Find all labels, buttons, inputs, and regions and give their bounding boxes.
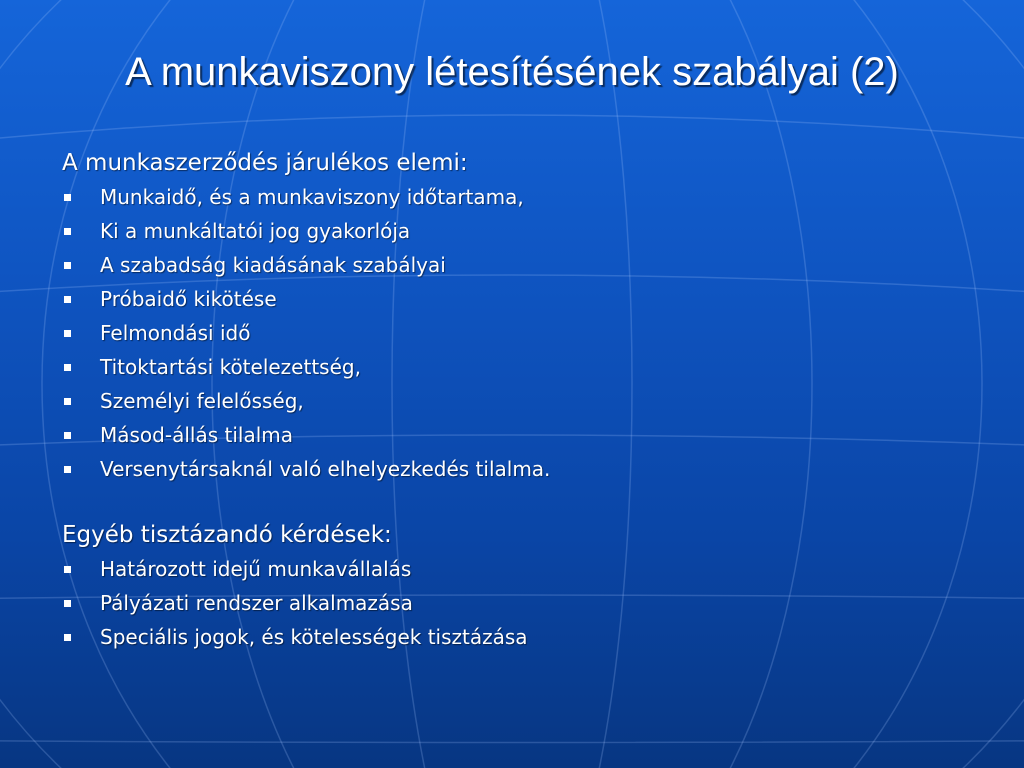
section-heading: Egyéb tisztázandó kérdések:: [62, 522, 392, 548]
square-bullet-icon: [64, 364, 71, 371]
section-other-questions: [62, 518, 982, 654]
square-bullet-icon: [64, 634, 71, 641]
list-item-text: Pályázati rendszer alkalmazása: [100, 591, 413, 615]
section-heading: A munkaszerződés járulékos elemi:: [62, 150, 468, 176]
list-item: [62, 316, 982, 350]
section-spacer: [62, 486, 982, 518]
square-bullet-icon: [64, 262, 71, 269]
list-item-text: A szabadság kiadásának szabályai: [100, 253, 446, 277]
list-item: [62, 248, 982, 282]
list-item: [62, 586, 982, 620]
square-bullet-icon: [64, 296, 71, 303]
slide-body: [62, 146, 982, 654]
section-contract-elements: [62, 146, 982, 486]
list-item-text: Személyi felelősség,: [100, 389, 304, 413]
bullet-list: [62, 552, 982, 654]
square-bullet-icon: [64, 228, 71, 235]
list-item-text: Titoktartási kötelezettség,: [100, 355, 361, 379]
list-item: [62, 350, 982, 384]
slide-title: A munkaviszony létesítésének szabályai (2): [125, 50, 899, 94]
list-item-text: Határozott idejű munkavállalás: [100, 557, 412, 581]
list-item-text: Speciális jogok, és kötelességek tisztázása: [100, 625, 528, 649]
list-item-text: Felmondási idő: [100, 321, 251, 345]
square-bullet-icon: [64, 330, 71, 337]
square-bullet-icon: [64, 398, 71, 405]
list-item-text: Munkaidő, és a munkaviszony időtartama,: [100, 185, 524, 209]
list-item-text: Ki a munkáltatói jog gyakorlója: [100, 219, 411, 243]
square-bullet-icon: [64, 600, 71, 607]
bullet-list: [62, 180, 982, 486]
square-bullet-icon: [64, 566, 71, 573]
list-item: [62, 180, 982, 214]
square-bullet-icon: [64, 432, 71, 439]
list-item: [62, 620, 982, 654]
list-item: [62, 384, 982, 418]
square-bullet-icon: [64, 466, 71, 473]
list-item: [62, 452, 982, 486]
list-item-text: Próbaidő kikötése: [100, 287, 277, 311]
list-item: [62, 282, 982, 316]
list-item-text: Másod-állás tilalma: [100, 423, 293, 447]
square-bullet-icon: [64, 194, 71, 201]
list-item: [62, 214, 982, 248]
list-item-text: Versenytársaknál való elhelyezkedés tilalma.: [100, 457, 551, 481]
list-item: [62, 418, 982, 452]
list-item: [62, 552, 982, 586]
